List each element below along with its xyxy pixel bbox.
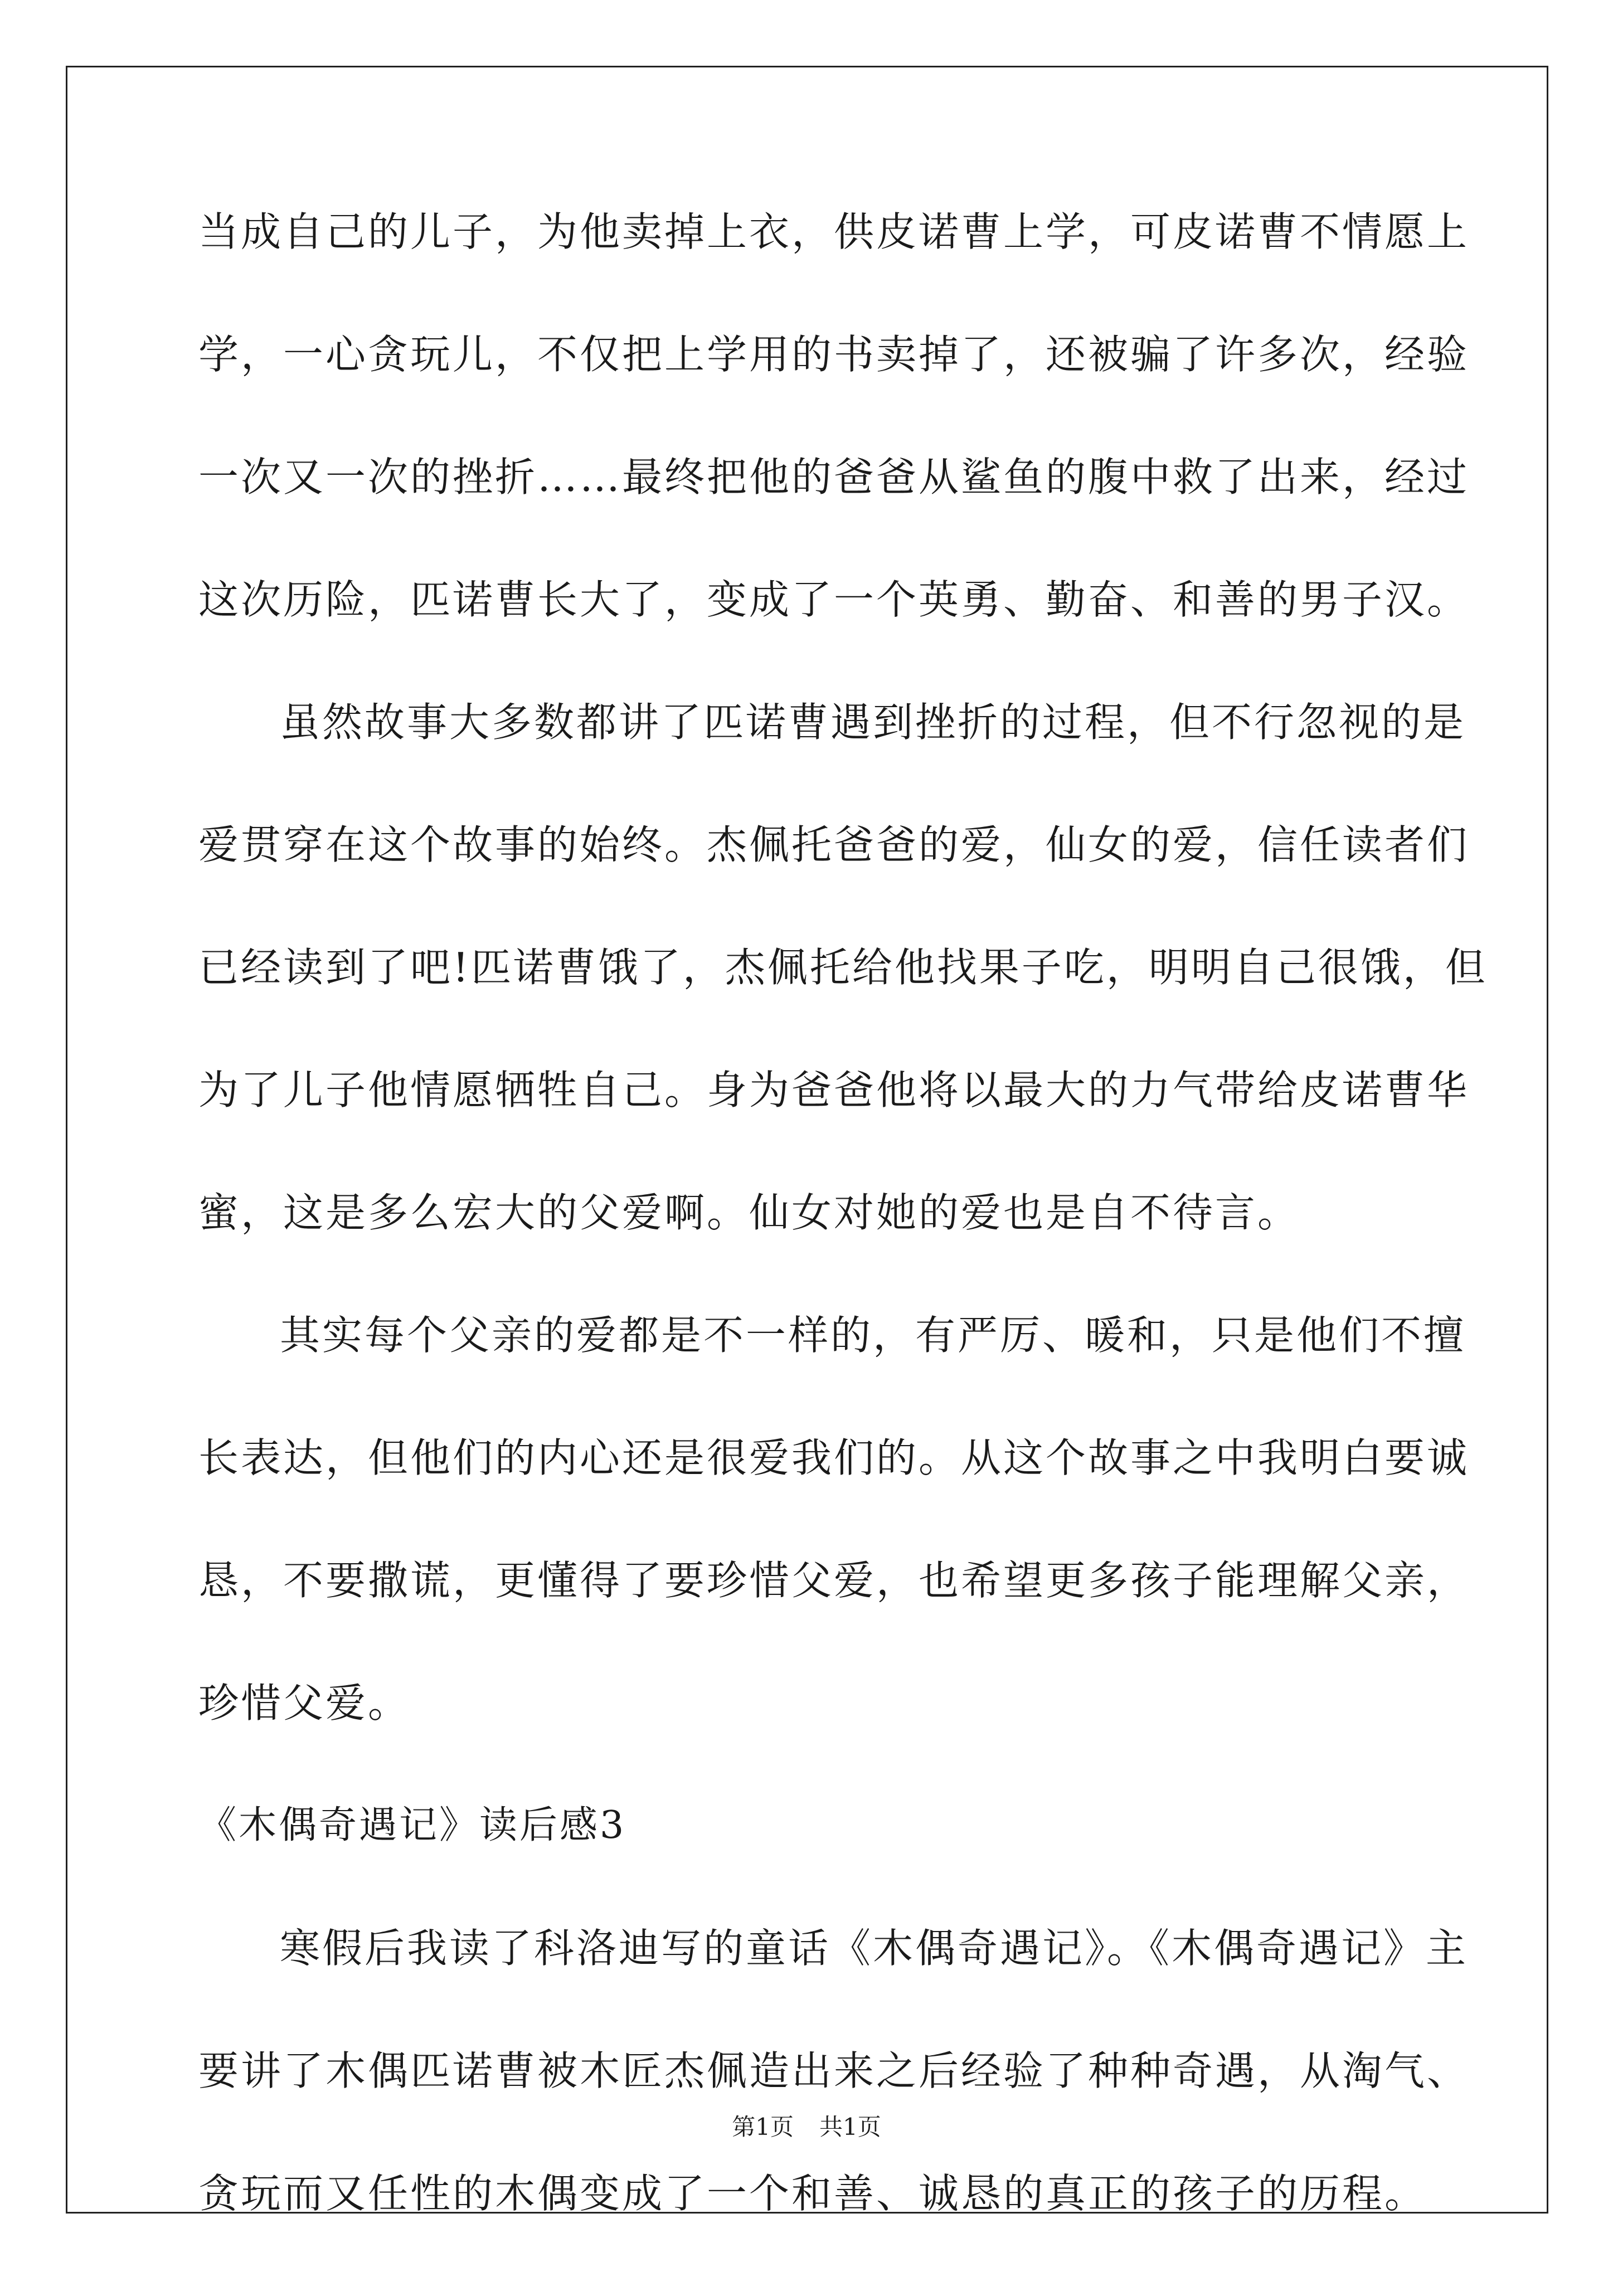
- paragraph-line: 虽然故事大多数都讲了匹诺曹遇到挫折的过程，但不行忽视的是: [280, 699, 1466, 746]
- page-total: 共1页: [819, 2113, 881, 2141]
- paragraph-line: 珍惜父爱。: [198, 1680, 411, 1726]
- section-heading: 《木偶奇遇记》读后感3: [198, 1803, 626, 1847]
- document-body: [198, 208, 1488, 2296]
- paragraph-line: 贪玩而又任性的木偶变成了一个和善、诚恳的真正的孩子的历程。: [198, 2170, 1427, 2217]
- paragraph-line: 这次历险，匹诺曹长大了，变成了一个英勇、勤奋、和善的男子汉。: [198, 576, 1470, 623]
- paragraph-line: 学，一心贪玩儿，不仅把上学用的书卖掉了，还被骗了许多次，经验: [198, 331, 1470, 378]
- paragraph-line: 长表达，但他们的内心还是很爱我们的。从这个故事之中我明白要诚: [198, 1434, 1470, 1481]
- page-number: 第1页: [732, 2113, 794, 2141]
- paragraph-line: 当成自己的儿子，为他卖掉上衣，供皮诺曹上学，可皮诺曹不情愿上: [198, 208, 1470, 255]
- paragraph-line: 一次又一次的挫折……最终把他的爸爸从鲨鱼的腹中救了出来，经过: [198, 454, 1470, 500]
- paragraph-line: 蜜，这是多么宏大的父爱啊。仙女对她的爱也是自不待言。: [198, 1189, 1300, 1236]
- paragraph-line: 要讲了木偶匹诺曹被木匠杰佩造出来之后经验了种种奇遇，从淘气、: [198, 2047, 1470, 2094]
- paragraph-line: 爱贯穿在这个故事的始终。杰佩托爸爸的爱，仙女的爱，信任读者们: [198, 821, 1470, 868]
- paragraph-line: 寒假后我读了科洛迪写的童话《木偶奇遇记》。《木偶奇遇记》主: [280, 1925, 1469, 1972]
- paragraph-line: 为了儿子他情愿牺牲自己。身为爸爸他将以最大的力气带给皮诺曹华: [198, 1067, 1470, 1113]
- page-footer: [0, 2113, 1613, 2141]
- paragraph-line: 其实每个父亲的爱都是不一样的，有严厉、暖和，只是他们不擅: [280, 1312, 1466, 1359]
- paragraph-line: 恳，不要撒谎，更懂得了要珍惜父爱，也希望更多孩子能理解父亲，: [198, 1557, 1470, 1604]
- paragraph-line: 已经读到了吧!匹诺曹饿了，杰佩托给他找果子吃，明明自己很饿，但: [198, 944, 1488, 991]
